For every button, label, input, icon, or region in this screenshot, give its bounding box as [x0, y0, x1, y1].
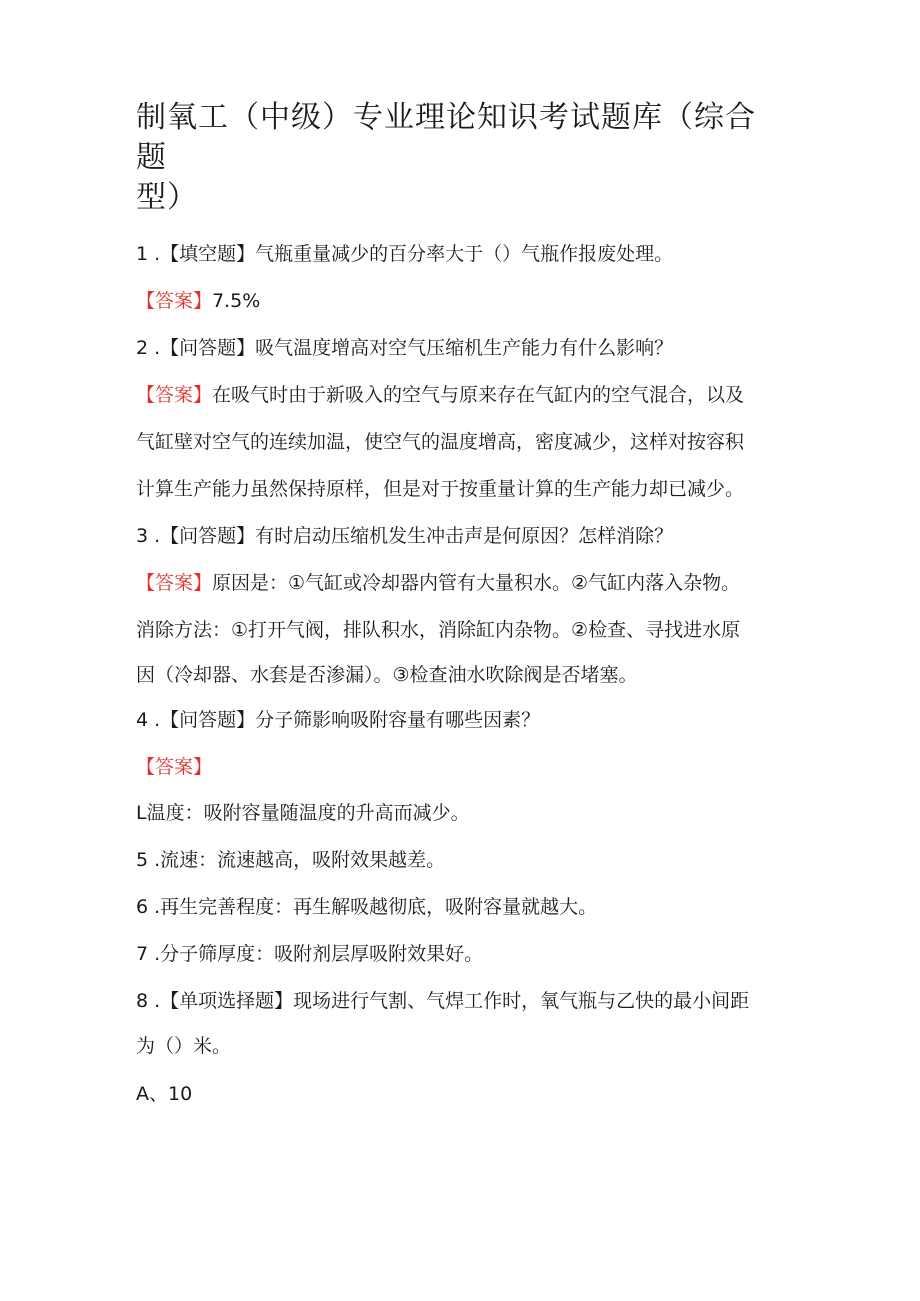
- question-8-line-1: 8 .【单项选择题】现场进行气割、气焊工作时，氧气瓶与乙快的最小间距: [136, 990, 750, 1012]
- option-a: A、10: [136, 1083, 193, 1105]
- question-3: 3 .【问答题】有时启动压缩机发生冲击声是何原因？怎样消除？: [136, 525, 674, 547]
- answer-3-line-3: 因（冷却器、水套是否渗漏）。③检查油水吹除阀是否堵塞。: [136, 664, 638, 686]
- answer-4-item-1: L温度：吸附容量随温度的升高而减少。: [136, 802, 470, 824]
- question-1: 1 .【填空题】气瓶重量减少的百分率大于（）气瓶作报废处理。: [136, 243, 674, 265]
- answer-1-text: 7.5%: [212, 290, 261, 312]
- answer-2-line-3: 计算生产能力虽然保持原样，但是对于按重量计算的生产能力却已减少。: [136, 478, 745, 500]
- answer-4-item-4: 7 .分子筛厚度：吸附剂层厚吸附效果好。: [136, 943, 484, 965]
- answer-label: 【答案】: [136, 384, 213, 406]
- answer-2-line-1: [136, 382, 796, 408]
- answer-3-text-1: 原因是：①气缸或冷却器内管有大量积水。②气缸内落入杂物。: [212, 572, 741, 594]
- title-line-2: 型）: [136, 180, 198, 215]
- document-title: [136, 98, 786, 218]
- answer-label: 【答案】: [136, 290, 213, 312]
- answer-2-text-1: 在吸气时由于新吸入的空气与原来存在气缸内的空气混合，以及: [212, 384, 745, 406]
- answer-label: 【答案】: [136, 572, 213, 594]
- answer-3-line-1: [136, 570, 796, 596]
- question-4: 4 .【问答题】分子筛影响吸附容量有哪些因素？: [136, 709, 541, 731]
- answer-4-item-3: 6 .再生完善程度：再生解吸越彻底，吸附容量就越大。: [136, 896, 598, 918]
- answer-4-item-2: 5 .流速：流速越高，吸附效果越差。: [136, 849, 446, 871]
- answer-4-label: [136, 754, 796, 780]
- question-8-line-2: 为（）米。: [136, 1035, 232, 1057]
- answer-label: 【答案】: [136, 756, 213, 778]
- answer-1: [136, 288, 796, 314]
- answer-2-line-2: 气缸壁对空气的连续加温，使空气的温度增高，密度减少，这样对按容积: [136, 431, 745, 453]
- title-line-1: 制氧工（中级）专业理论知识考试题库（综合题: [136, 100, 756, 175]
- answer-3-line-2: 消除方法：①打开气阀，排队积水，消除缸内杂物。②检查、寻找进水原: [136, 619, 741, 641]
- question-2: 2 .【问答题】吸气温度增高对空气压缩机生产能力有什么影响？: [136, 337, 674, 359]
